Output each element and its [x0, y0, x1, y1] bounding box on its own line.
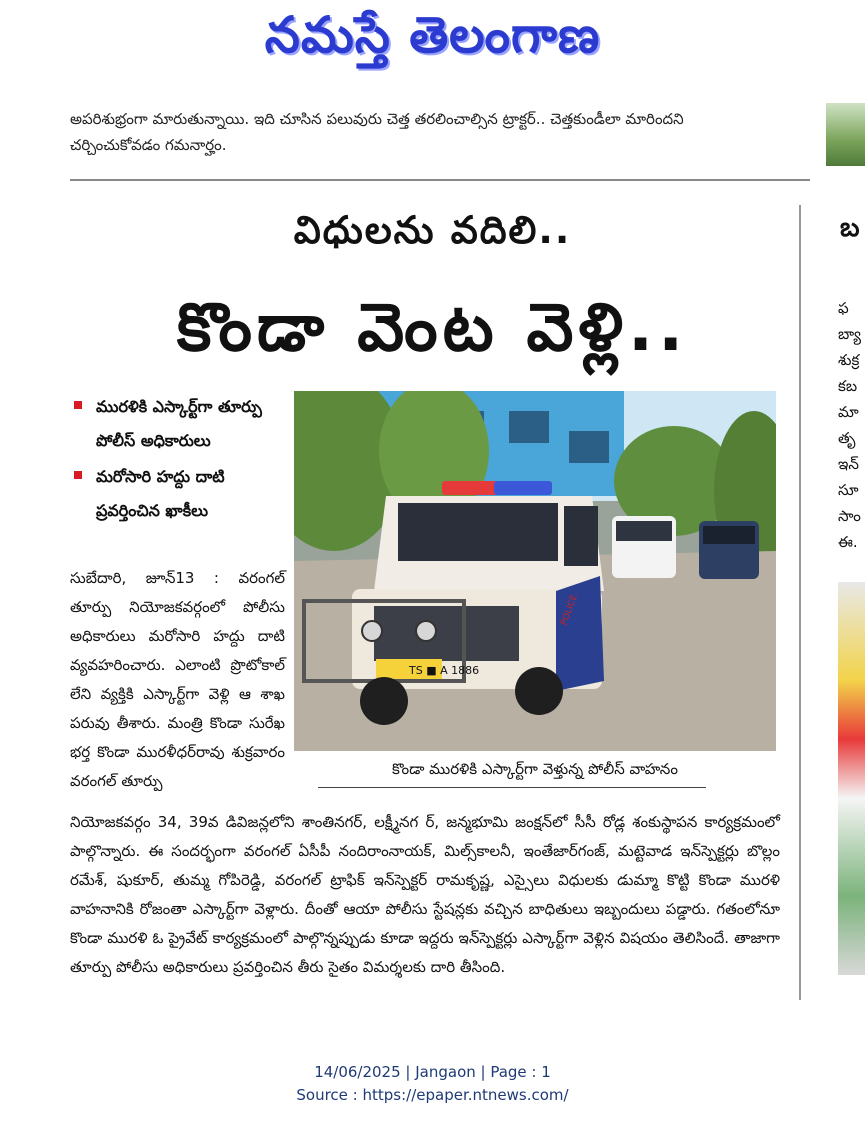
- article-kicker: విధులను వదిలి..: [293, 208, 572, 252]
- article-headline: కొండా వెంట వెళ్లి..: [176, 289, 689, 366]
- side-story-head: బ: [840, 213, 860, 243]
- side-story-text: [838, 295, 865, 555]
- footer-source-link[interactable]: Source : https://epaper.ntnews.com/: [296, 1086, 569, 1104]
- article-photo: [294, 391, 776, 751]
- newspaper-masthead: నమస్తే తెలంగాణ: [264, 6, 601, 64]
- side-story-line: ఫ: [838, 299, 849, 317]
- bullet-square-icon: [74, 471, 82, 479]
- highlight-bullets: [70, 390, 285, 530]
- vehicle-police-marking: POLICE: [559, 593, 580, 628]
- bullet-text: మురళికి ఎస్కార్ట్‌గా తూర్పు పోలీస్ అధికారులు: [96, 397, 262, 450]
- side-story-line: తృ: [838, 429, 856, 447]
- bullet-item: [70, 390, 285, 458]
- article-body-continued: నియోజకవర్గం 34, 39వ డివిజన్లలోని శాంతినగర్, లక్ష్మీనగ ర్, జన్మభూమి జంక్షన్‌లో సీసీ రోడ్ల శంకుస్థాపన కార్యక్రమంలో పాల్గొన్నారు. ఈ సందర్భంగా వరంగల్ ఏసీపీ నందిరాంనాయక్, మిల్స్‌కాలనీ, ఇంతేజార్‌గంజ్, మట్టెవాడ ఇన్‌స్పెక్టర్లు బొల్లం రమేశ్, షుకూర్, తుమ్మ గోపిరెడ్డి, వరంగల్ ట్రాఫిక్ ఇన్‌స్పెక్టర్ రామకృష్ణ, ఎస్సైలు విధులకు డుమ్మా కొట్టి కొండా మురళి వాహనానికి రోజంతా ఎస్కార్ట్‌గా వెళ్లారు. దీంతో ఆయా పోలీసు స్టేషన్లకు వచ్చిన బాధితులు ఇబ్బందులు పడ్డారు. గతంలోనూ కొండా మురళి ఓ ప్రైవేట్ కార్యక్రమంలో పాల్గొన్నప్పుడు కూడా ఇద్దరు ఇన్‌స్పెక్టర్లు ఎస్కార్ట్‌గా వెళ్లిన విషయం తెలిసిందే. తాజాగా తూర్పు పోలీసు అధికారులు ప్రవర్తించిన తీరు సైతం విమర్శలకు దారి తీసింది.: [70, 813, 780, 976]
- side-story-line: శుక్ర: [838, 351, 860, 369]
- side-story-line: సూ: [838, 481, 859, 499]
- side-story-line: ఈ.: [838, 533, 858, 551]
- side-story-line: మా: [838, 403, 859, 421]
- article-body-column: సుబేదారి, జూన్13 : వరంగల్ తూర్పు నియోజకవర్గంలో పోలీసు అధికారులు మరోసారి హద్దు దాటి వ్యవహరించారు. ఎలాంటి ప్రొటోకాల్ లేని వ్యక్తికి ఎస్కార్ట్‌గా వెళ్లి ఆ శాఖ పరువు తీశారు. మంత్రి కొండా సురేఖ భర్త కొండా మురళీధర్‌రావు శుక్రవారం వరంగల్ తూర్పు: [70, 569, 285, 790]
- photo-caption: కొండా మురళికి ఎస్కార్ట్‌గా వెళ్తున్న పోలీస్ వాహనం: [392, 760, 678, 778]
- previous-story-line: చర్చించుకోవడం గమనార్హం.: [70, 136, 227, 154]
- vehicle-number-plate: TS ■ A 1886: [409, 664, 480, 677]
- previous-story-line: అపరిశుభ్రంగా మారుతున్నాయి. ఇది చూసిన పలువురు చెత్త తరలించాల్సిన ట్రాక్టర్.. చెత్తకుండీలా మారిందని: [70, 110, 684, 128]
- previous-story-text: [70, 106, 810, 158]
- side-story-line: సాం: [838, 507, 861, 525]
- adjacent-photo-thumbnail: [826, 103, 865, 166]
- footer-dateline: 14/06/2025 | Jangaon | Page : 1: [314, 1063, 551, 1081]
- column-divider: [799, 205, 801, 1000]
- page-footer: [0, 1061, 865, 1107]
- bullet-text: మరోసారి హద్దు దాటి ప్రవర్తించిన ఖాకీలు: [96, 467, 225, 520]
- side-story-line: బ్యా: [838, 325, 861, 343]
- side-story-line: కబ: [838, 377, 858, 395]
- caption-underline: [318, 787, 706, 788]
- bullet-item: [70, 460, 285, 528]
- side-story-photo: [838, 582, 865, 975]
- side-story-line: ఇన్: [838, 455, 859, 473]
- bullet-square-icon: [74, 401, 82, 409]
- section-divider: [70, 179, 810, 181]
